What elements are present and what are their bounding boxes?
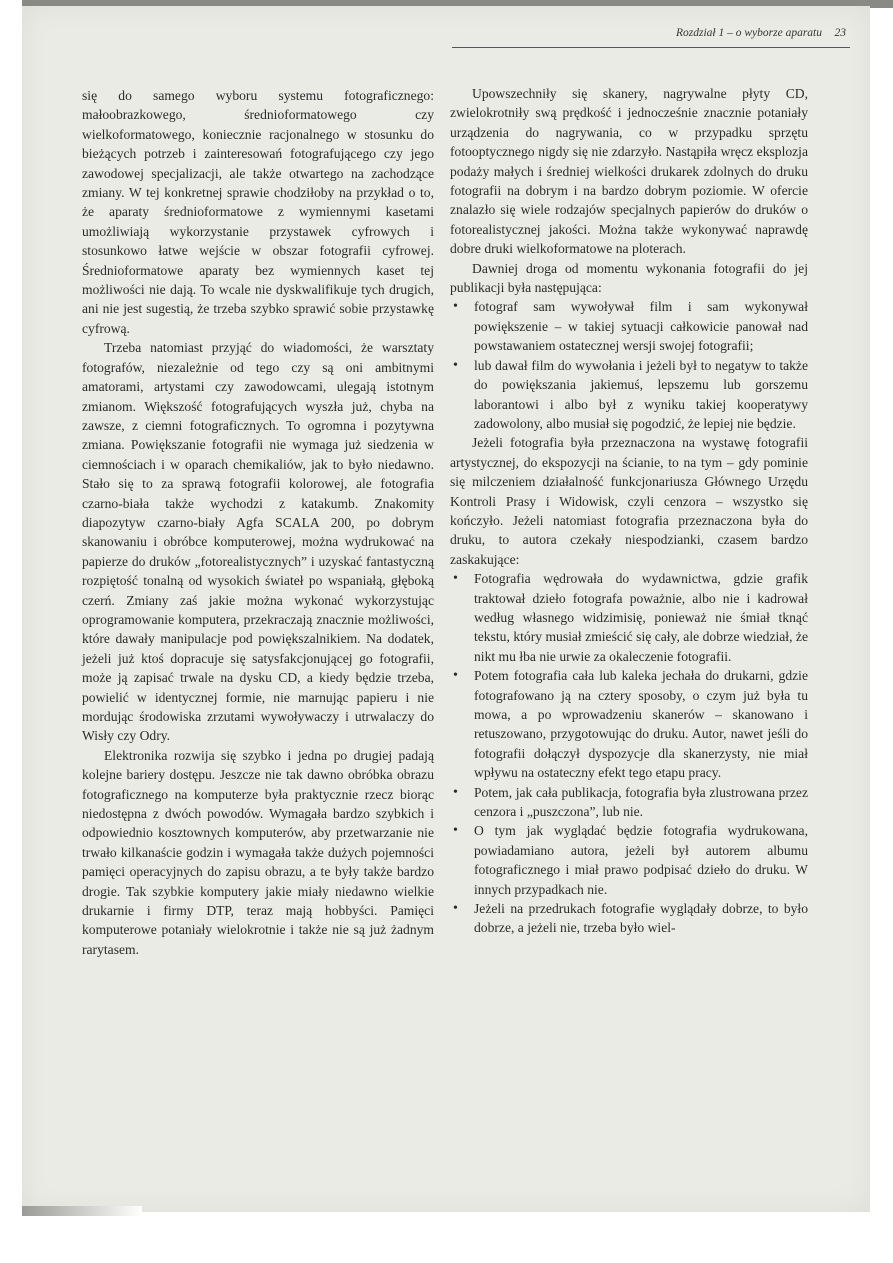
- paragraph: Trzeba natomiast przyjąć do wiadomości, że warsztaty fotografów, niezależnie od tego czy są oni ambitnymi amatorami, artystami czy zawodowcami, ulegają istotnym zmianom. Większość fotografujących wyszła już, chyba na zawsze, z ciemni fotograficznych. To ogromna i pozytywna zmiana. Powiększanie fotografii nie wymaga już siedzenia w ciemnościach i w oparach chemikaliów, jak to było niedawno. Stało się to za sprawą fotografii kolorowej, ale fotografia czarno-biała także wychodzi z katakumb. Znakomity diapozytyw czarno-biały Agfa SCALA 200, po dobrym skanowaniu i obróbce komputerowej, można wydrukować na papierze do druków „fotorealistycznych” i uzyskać fantastyczną rozpiętość tonalną od wysokich świateł po wspaniałą, głęboką czerń. Zmiany zaś jakie można wykonać wykorzystując oprogramowanie komputera, przekraczają znacznie możliwości, które dawały manipulacje pod powiększalnikiem. Na dodatek, jeżeli już ktoś dopracuje się satysfakcjonującej go fotografii, może ją zapisać trwale na dysku CD, a kiedy będzie trzeba, powielić w identycznej formie, nie marnując papieru i nie mordując środowiska zrzutami wywoływaczy i utrwalaczy do Wisły czy Odry.: [82, 340, 434, 744]
- list-item: • Potem, jak cała publikacja, fotografia była zlustrowana przez cenzora i „puszczona”, lub nie.: [450, 783, 808, 822]
- bullet-list: [450, 569, 808, 938]
- scan-left-margin: [0, 0, 22, 1263]
- paragraph: Upowszechniły się skanery, nagrywalne płyty CD, zwielokrotniły swą prędkość i jednocześnie znacznie potaniały urządzenia do nagrywania, co w przypadku sprzętu fotooptycznego nigdy się nie zdarzyło. Nastąpiła wręcz eksplozja podaży małych i średniej wielkości drukarek zdolnych do druku fotografii na dobrym i na bardzo dobrym poziomie. W ofercie znalazło się wiele rodzajów specjalnych papierów do druków o fotorealistycznej jakości. Można także wykonywać naprawdę dobre druki wielkoformatowe na ploterach.: [450, 86, 808, 257]
- list-item: • Jeżeli na przedrukach fotografie wyglądały dobrze, to było dobrze, a jeżeli nie, trzeba było wiel-: [450, 899, 808, 938]
- chapter-title: Rozdział 1 – o wyborze aparatu: [676, 27, 822, 39]
- list-item: • Potem fotografia cała lub kaleka jechała do drukarni, gdzie fotografowano ją na cztery sposoby, o czym już była tu mowa, a po wprowadzeniu skanerów – skanowano i retuszowano, przygotowując do druku. Autor, nawet jeśli do fotografii dołączył dyspozycje dla skanerzysty, nie miał wpływu na ostateczny efekt tego etapu pracy.: [450, 666, 808, 782]
- list-item: • O tym jak wyglądać będzie fotografia wydrukowana, powiadamiano autora, jeżeli był autorem albumu fotograficznego i miał prawo podpisać dzieło do druku. W innych przypadkach nie.: [450, 821, 808, 899]
- paragraph: się do samego wyboru systemu fotograficznego: małoobrazkowego, średnioformatowego czy wielkoformatowego, koniecznie racjonalnego w stosunku do bieżących potrzeb i zainteresowań fotografującego czy jego zawodowej specjalizacji, ale także otwartego na zachodzące zmiany. W tej konkretnej sprawie chodziłoby na przykład o to, że aparaty średnioformatowe z wymiennymi kasetami umożliwiają wykorzystanie przystawek cyfrowych i stosunkowo łatwe wejście w obszar fotografii cyfrowej. Średnioformatowe aparaty bez wymiennych kaset tej możliwości nie dają. To wcale nie dyskwalifikuje tych drugich, ani nie jest sugestią, że trzeba szybko sprawić sobie przystawkę cyfrową.: [82, 88, 434, 336]
- page-number: 23: [834, 27, 846, 39]
- paragraph: Elektronika rozwija się szybko i jedna po drugiej padają kolejne bariery dostępu. Jeszcze nie tak dawno obróbka obrazu fotograficznego na komputerze była praktycznie rzecz biorąc niedostępna z dwóch powodów. Wymagała bardzo szybkich i odpowiednio kosztownych komputerów, aby przetwarzanie nie trwało kilkanaście godzin i wymagała także dużych pojemności pamięci operacyjnych do zapisu obrazu, a te były także bardzo drogie. Tak szybkie komputery jakie miały niedawno wielkie drukarnie i firmy DTP, teraz mają hobbyści. Pamięci komputerowe potaniały wielokrotnie i także nie są już żadnym rarytasem.: [82, 747, 434, 957]
- scan-bottom-shadow: [22, 1206, 142, 1216]
- left-column: [82, 86, 434, 959]
- bullet-list: [450, 297, 808, 433]
- paragraph: Dawniej droga od momentu wykonania fotografii do jej publikacji była następująca:: [450, 260, 808, 296]
- right-column: [450, 84, 808, 938]
- list-item: • lub dawał film do wywołania i jeżeli był to negatyw to także do powiększania jakiemuś, lepszemu lub gorszemu laborantowi i albo był z wyniku takiej kooperatywy zadowolony, albo musiał się pogodzić, że lepiej nie będzie.: [450, 356, 808, 434]
- running-header: [452, 27, 850, 48]
- list-item: • Fotografia wędrowała do wydawnictwa, gdzie grafik traktował dzieło fotografa poważnie, albo nie i kadrował według własnego widzimisię, ponieważ nie śmiał tknąć tekstu, który musiał zmieścić się cały, ale dobrze wiedział, że nikt mu łba nie urwie za okaleczenie fotografii.: [450, 569, 808, 666]
- list-item: • fotograf sam wywoływał film i sam wykonywał powiększenie – w takiej sytuacji całkowicie panował nad powstawaniem ostatecznej wersji swojej fotografii;: [450, 297, 808, 355]
- paragraph: Jeżeli fotografia była przeznaczona na wystawę fotografii artystycznej, do ekspozycji na ścianie, to na tym – gdy pominie się milczeniem działalność funkcjonariusza Głównego Urzędu Kontroli Prasy i Widowisk, czyli cenzora – wszystko się kończyło. Jeżeli natomiast fotografia przeznaczona była do druku, to autora czekały niespodzianki, czasem bardzo zaskakujące:: [450, 435, 808, 567]
